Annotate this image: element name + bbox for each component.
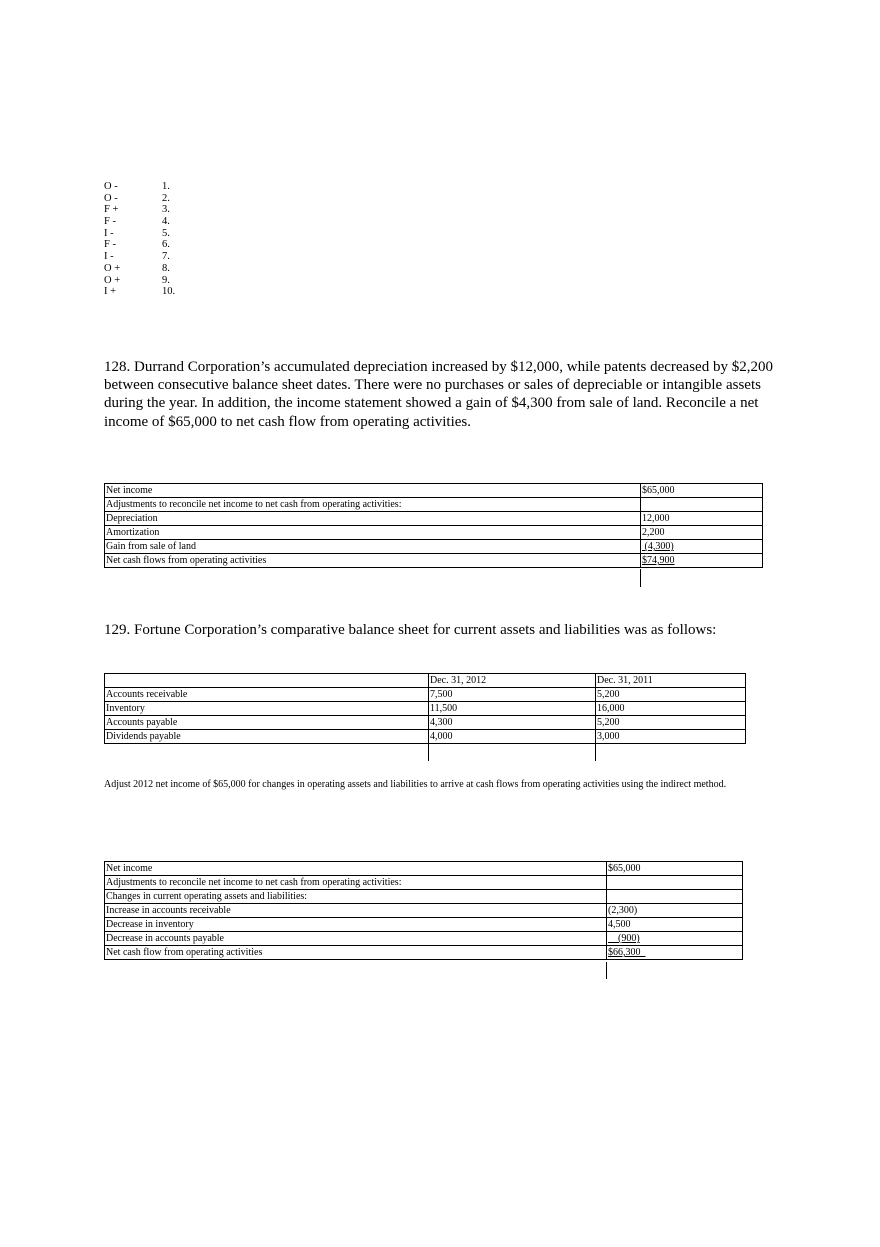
table-row [105,904,743,918]
table-divider-line [606,962,607,979]
table-row [105,512,763,526]
table-row [105,498,763,512]
q128-reconciliation-table [104,483,763,568]
table-row [105,484,763,498]
answer-number: 5. [162,227,170,239]
row-value [607,890,743,904]
underlined-value: $74,900 [642,555,675,566]
q129-balance-sheet-table [104,673,746,744]
row-label: Net income [105,484,641,498]
answer-number: 9. [162,274,170,286]
row-label: Adjustments to reconcile net income to net cash from operating activities: [105,876,607,890]
row-label: Accounts receivable [105,688,429,702]
answer-key-row [104,251,202,263]
row-value: 4,300 [429,716,596,730]
table-row [105,702,746,716]
answer-code: O + [104,262,121,274]
row-value [641,540,763,554]
row-value: 7,500 [429,688,596,702]
q129-instruction: Adjust 2012 net income of $65,000 for changes in operating assets and liabilities to arrive at cash flows from operating activities using the indirect method. [104,779,727,790]
header-cell: Dec. 31, 2012 [429,674,596,688]
answer-code: I + [104,286,117,298]
header-cell: Dec. 31, 2011 [596,674,746,688]
answer-code: F - [104,239,116,251]
row-label: Net cash flow from operating activities [105,946,607,960]
answer-code: F - [104,216,116,228]
row-value [607,946,743,960]
answer-number: 1. [162,181,170,192]
row-value [607,932,743,946]
row-value: 4,500 [607,918,743,932]
table-header-row [105,674,746,688]
answer-number: 8. [162,262,170,274]
answer-code: O - [104,192,118,204]
row-label: Depreciation [105,512,641,526]
answer-key-row [104,193,202,205]
row-value: 5,200 [596,688,746,702]
table-row [105,862,743,876]
row-value: 2,200 [641,526,763,540]
answer-key-row [104,204,202,216]
row-label: Decrease in inventory [105,918,607,932]
question-128-text: 128. Durrand Corporation’s accumulated depreciation increased by $12,000, while patents decreased by $2,200 between consecutive balance sheet dates. There were no purchases or sales of depreciable or intangible assets during the year. In addition, the income statement showed a gain of $4,300 from sale of land. Reconcile a net income of $65,000 to net cash flow from operating activities. [104,359,773,430]
table-divider-line [428,744,429,761]
row-value: 5,200 [596,716,746,730]
answer-code: O + [104,274,121,286]
answer-key-row [104,181,202,193]
question-129-text: 129. Fortune Corporation’s comparative balance sheet for current assets and liabilities was as follows: [104,622,717,638]
table-row [105,716,746,730]
row-value [641,554,763,568]
row-label: Net cash flows from operating activities [105,554,641,568]
row-value: 3,000 [596,730,746,744]
answer-code: O - [104,181,118,192]
answer-code: I - [104,227,114,239]
table-row [105,946,743,960]
answer-number: 2. [162,192,170,204]
row-label: Decrease in accounts payable [105,932,607,946]
table-row [105,932,743,946]
row-value: 4,000 [429,730,596,744]
row-label: Changes in current operating assets and liabilities: [105,890,607,904]
table-row [105,890,743,904]
answer-key-row [104,275,202,287]
row-label: Gain from sale of land [105,540,641,554]
answer-number: 10. [162,286,176,298]
answer-number: 7. [162,251,170,263]
row-value: 11,500 [429,702,596,716]
row-value [641,498,763,512]
table-row [105,540,763,554]
row-label: Amortization [105,526,641,540]
answer-key-row [104,263,202,275]
answer-key-list [104,181,202,298]
answer-key-row [104,228,202,240]
answer-code: F + [104,204,119,216]
row-label: Net income [105,862,607,876]
answer-number: 3. [162,204,170,216]
row-value: 16,000 [596,702,746,716]
table-divider-line [640,569,641,587]
row-label: Dividends payable [105,730,429,744]
q129-operating-cash-table [104,861,743,960]
table-row [105,526,763,540]
answer-key-row [104,239,202,251]
table-row [105,730,746,744]
row-value: $65,000 [607,862,743,876]
table-row [105,554,763,568]
row-value: (2,300) [607,904,743,918]
row-label: Inventory [105,702,429,716]
row-value: 12,000 [641,512,763,526]
underlined-value: $66,300 [608,947,646,958]
row-label: Adjustments to reconcile net income to net cash from operating activities: [105,498,641,512]
underlined-value: (900) [608,933,640,944]
answer-code: I - [104,251,114,263]
table-row [105,876,743,890]
table-row [105,918,743,932]
answer-key-row [104,286,202,298]
underlined-value: (4,300) [642,541,674,552]
row-label: Accounts payable [105,716,429,730]
answer-number: 4. [162,216,170,228]
answer-key-row [104,216,202,228]
table-divider-line [595,744,596,761]
row-value: $65,000 [641,484,763,498]
row-value [607,876,743,890]
answer-number: 6. [162,239,170,251]
row-label: Increase in accounts receivable [105,904,607,918]
header-cell [105,674,429,688]
table-row [105,688,746,702]
